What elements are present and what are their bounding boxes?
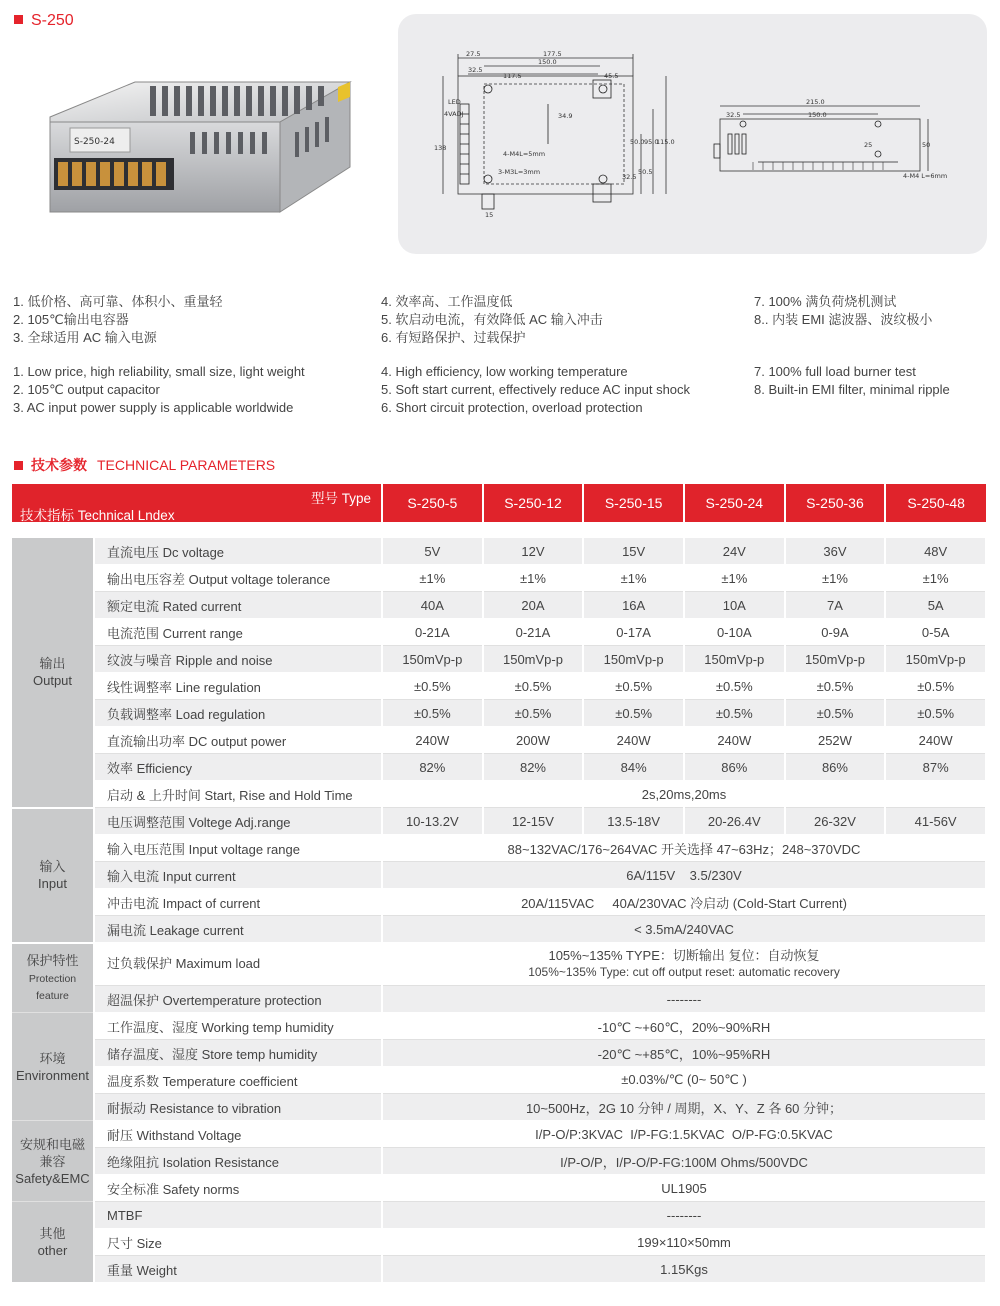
cell: 7A <box>785 592 886 619</box>
group-input: 输入 Input <box>12 808 94 943</box>
cell-span: -20℃ ~+85℃，10%~95%RH <box>382 1040 986 1067</box>
dim-45-5: 45.5 <box>604 72 619 80</box>
dim-15: 15 <box>485 211 494 219</box>
cell-span: 6A/115V 3.5/230V <box>382 862 986 889</box>
cell: 240W <box>382 727 483 754</box>
table-row <box>12 781 986 808</box>
cell-span: I/P-O/P:3KVAC I/P-FG:1.5KVAC O/P-FG:0.5KVAC <box>382 1121 986 1148</box>
header-index: 技术指标 Technical Lndex <box>20 508 175 523</box>
table-row <box>12 943 986 986</box>
features-en-col3 <box>754 363 950 399</box>
cell-span: 20A/115VAC 40A/230VAC 冷启动 (Cold-Start Current) <box>382 889 986 916</box>
table-row <box>12 1121 986 1148</box>
feature-item: 7. 100% 满负荷烧机测试 <box>754 294 897 309</box>
overload-cn: 105%~135% TYPE：切断输出 复位：自动恢复 <box>548 948 820 963</box>
parameters-table <box>12 484 987 1284</box>
row-label: MTBF <box>94 1202 382 1229</box>
note-side-m4: 4-M4 L=6mm <box>903 172 948 180</box>
dim-side-25: 25 <box>864 141 873 149</box>
table-header <box>12 484 986 522</box>
cell: 0-9A <box>785 619 886 646</box>
section-marker <box>14 461 23 470</box>
cell-span: -------- <box>382 986 986 1013</box>
cell: 150mVp-p <box>785 646 886 673</box>
table-row <box>12 1202 986 1229</box>
dim-27-5: 27.5 <box>466 50 481 58</box>
cell: ±0.5% <box>483 700 584 727</box>
cell: ±1% <box>583 565 684 592</box>
row-label: 耐压 Withstand Voltage <box>94 1121 382 1148</box>
table-row <box>12 835 986 862</box>
row-label: 直流输出功率 DC output power <box>94 727 382 754</box>
section-title-en: TECHNICAL PARAMETERS <box>97 457 276 473</box>
table-row <box>12 538 986 565</box>
note-led: LED <box>448 98 461 106</box>
table-row <box>12 916 986 943</box>
features-cn-col2 <box>381 293 603 347</box>
row-label: 过负载保护 Maximum load <box>94 943 382 986</box>
feature-item: 6. Short circuit protection, overload protection <box>381 400 643 415</box>
feature-item: 5. Soft start current, effectively reduce AC input shock <box>381 382 691 397</box>
cell-span: 88~132VAC/176~264VAC 开关选择 47~63Hz；248~370VDC <box>382 835 986 862</box>
model-header: S-250-24 <box>684 484 785 522</box>
cell: 40A <box>382 592 483 619</box>
section-title <box>14 455 275 475</box>
section-title-cn: 技术参数 <box>31 457 87 473</box>
cell: 240W <box>684 727 785 754</box>
row-label: 储存温度、湿度 Store temp humidity <box>94 1040 382 1067</box>
cell: 150mVp-p <box>382 646 483 673</box>
cell: 24V <box>684 538 785 565</box>
table-row <box>12 565 986 592</box>
table-row <box>12 619 986 646</box>
cell: 10A <box>684 592 785 619</box>
dim-117-5: 117.5 <box>503 72 522 80</box>
cell: 13.5-18V <box>583 808 684 835</box>
row-label: 冲击电流 Impact of current <box>94 889 382 916</box>
model-header: S-250-15 <box>583 484 684 522</box>
table-row <box>12 986 986 1013</box>
cell: 0-21A <box>483 619 584 646</box>
dim-32-5: 32.5 <box>468 66 483 74</box>
dim-34-9: 34.9 <box>558 112 573 120</box>
row-label: 额定电流 Rated current <box>94 592 382 619</box>
cell: 84% <box>583 754 684 781</box>
table-row <box>12 1175 986 1202</box>
feature-item: 4. 效率高、工作温度低 <box>381 294 513 309</box>
cell-span: UL1905 <box>382 1175 986 1202</box>
cell: 16A <box>583 592 684 619</box>
dim-50: 50.0 <box>630 138 645 146</box>
table-row <box>12 727 986 754</box>
cell: ±0.5% <box>684 700 785 727</box>
table-row <box>12 1229 986 1256</box>
title-text: S-250 <box>31 12 74 29</box>
cell: ±0.5% <box>684 673 785 700</box>
table-row <box>12 1094 986 1121</box>
row-label: 效率 Efficiency <box>94 754 382 781</box>
dim-side-50: 50 <box>922 141 931 149</box>
cell: 0-10A <box>684 619 785 646</box>
title-marker <box>14 15 23 24</box>
row-label: 纹波与噪音 Ripple and noise <box>94 646 382 673</box>
table-row <box>12 862 986 889</box>
table-row <box>12 700 986 727</box>
row-label: 输出电压容差 Output voltage tolerance <box>94 565 382 592</box>
row-label: 电压调整范围 Voltege Adj.range <box>94 808 382 835</box>
product-label: S-250-24 <box>74 137 115 147</box>
row-label: 尺寸 Size <box>94 1229 382 1256</box>
page-title <box>14 12 74 30</box>
cell: ±0.5% <box>885 700 986 727</box>
feature-item: 4. High efficiency, low working temperature <box>381 364 628 379</box>
row-label: 工作温度、湿度 Working temp humidity <box>94 1013 382 1040</box>
cell: ±1% <box>382 565 483 592</box>
cell: 252W <box>785 727 886 754</box>
technical-drawing <box>398 14 987 254</box>
cell: 200W <box>483 727 584 754</box>
cell-span: -------- <box>382 1202 986 1229</box>
cell: 5A <box>885 592 986 619</box>
group-safety: 安规和电磁 兼容 Safety&EMC <box>12 1121 94 1202</box>
feature-item: 5. 软启动电流，有效降低 AC 输入冲击 <box>381 312 603 327</box>
row-label: 线性调整率 Line regulation <box>94 673 382 700</box>
cell-span: 199×110×50mm <box>382 1229 986 1256</box>
row-label: 绝缘阻抗 Isolation Resistance <box>94 1148 382 1175</box>
row-label: 负载调整率 Load regulation <box>94 700 382 727</box>
feature-item: 3. AC input power supply is applicable worldwide <box>13 400 294 415</box>
row-label: 温度系数 Temperature coefficient <box>94 1067 382 1094</box>
row-label: 耐振动 Resistance to vibration <box>94 1094 382 1121</box>
cell: 0-21A <box>382 619 483 646</box>
feature-item: 2. 105℃ output capacitor <box>13 382 160 397</box>
dim-side-150: 150.0 <box>808 111 827 119</box>
cell-span: 2s,20ms,20ms <box>382 781 986 808</box>
cell: 150mVp-p <box>583 646 684 673</box>
cell: 26-32V <box>785 808 886 835</box>
row-label: 输入电流 Input current <box>94 862 382 889</box>
cell: 150mVp-p <box>684 646 785 673</box>
feature-item: 6. 有短路保护、过载保护 <box>381 330 526 345</box>
cell: 82% <box>382 754 483 781</box>
cell: 150mVp-p <box>885 646 986 673</box>
cell-span <box>382 943 986 986</box>
row-label: 超温保护 Overtemperature protection <box>94 986 382 1013</box>
cell: ±0.5% <box>382 673 483 700</box>
cell: ±0.5% <box>382 700 483 727</box>
table-row <box>12 1013 986 1040</box>
cell-span: 1.15Kgs <box>382 1256 986 1283</box>
cell-span: -10℃ ~+60℃，20%~90%RH <box>382 1013 986 1040</box>
table-row <box>12 1067 986 1094</box>
table-row <box>12 592 986 619</box>
cell-span: ±0.03%/℃ (0~ 50℃ ) <box>382 1067 986 1094</box>
table-row <box>12 1148 986 1175</box>
feature-item: 8.. 内装 EMI 滤波器、波纹极小 <box>754 312 933 327</box>
features-en-col1 <box>13 363 305 417</box>
dim-177-5: 177.5 <box>543 50 562 58</box>
cell: 0-5A <box>885 619 986 646</box>
cell: 41-56V <box>885 808 986 835</box>
dim-215: 215.0 <box>806 98 825 106</box>
note-m3: 3-M3L=3mm <box>498 168 541 176</box>
cell: 12V <box>483 538 584 565</box>
model-header: S-250-12 <box>483 484 584 522</box>
cell-span: < 3.5mA/240VAC <box>382 916 986 943</box>
group-protection: 保护特性 Protection feature <box>12 943 94 1013</box>
cell: 86% <box>684 754 785 781</box>
cell: 240W <box>583 727 684 754</box>
cell: 86% <box>785 754 886 781</box>
cell: ±0.5% <box>885 673 986 700</box>
cell: ±0.5% <box>483 673 584 700</box>
cell: 82% <box>483 754 584 781</box>
cell: 240W <box>885 727 986 754</box>
row-label: 电流范围 Current range <box>94 619 382 646</box>
feature-item: 2. 105℃输出电容器 <box>13 312 129 327</box>
group-other: 其他 other <box>12 1202 94 1283</box>
features-cn-col3 <box>754 293 932 329</box>
feature-item: 1. Low price, high reliability, small size, light weight <box>13 364 305 379</box>
dim-150: 150.0 <box>538 58 557 66</box>
cell: ±1% <box>885 565 986 592</box>
feature-item: 3. 全球适用 AC 输入电源 <box>13 330 157 345</box>
row-label: 直流电压 Dc voltage <box>94 538 382 565</box>
group-environment: 环境 Environment <box>12 1013 94 1121</box>
cell: ±1% <box>684 565 785 592</box>
table-row <box>12 889 986 916</box>
cell: 0-17A <box>583 619 684 646</box>
dim-50-5: 50.5 <box>638 168 653 176</box>
overload-en: 105%~135% Type: cut off output reset: automatic recovery <box>528 965 840 979</box>
cell: 15V <box>583 538 684 565</box>
cell: ±0.5% <box>785 700 886 727</box>
model-header: S-250-48 <box>885 484 986 522</box>
row-label: 安全标准 Safety norms <box>94 1175 382 1202</box>
feature-item: 1. 低价格、高可靠、体积小、重量轻 <box>13 294 223 309</box>
cell: ±0.5% <box>785 673 886 700</box>
note-m4: 4-M4L=5mm <box>503 150 546 158</box>
group-output: 输出 Output <box>12 538 94 808</box>
table-row <box>12 808 986 835</box>
model-header: S-250-36 <box>785 484 886 522</box>
cell: 87% <box>885 754 986 781</box>
cell: 48V <box>885 538 986 565</box>
table-row <box>12 754 986 781</box>
product-image <box>40 62 360 232</box>
cell: 36V <box>785 538 886 565</box>
dim-95: 95.0 <box>644 138 659 146</box>
header-type: 型号 Type <box>310 491 371 506</box>
feature-item: 8. Built-in EMI filter, minimal ripple <box>754 382 950 397</box>
cell: 12-15V <box>483 808 584 835</box>
dim-115: 115.0 <box>656 138 675 146</box>
table-row <box>12 646 986 673</box>
cell-span: I/P-O/P，I/P-O/P-FG:100M Ohms/500VDC <box>382 1148 986 1175</box>
header-corner <box>12 484 382 522</box>
cell: ±1% <box>483 565 584 592</box>
cell: 10-13.2V <box>382 808 483 835</box>
note-vadj: 4VADJ <box>444 110 464 118</box>
row-label: 重量 Weight <box>94 1256 382 1283</box>
row-label: 输入电压范围 Input voltage range <box>94 835 382 862</box>
features-en-col2 <box>381 363 690 417</box>
dim-138: 138 <box>434 144 447 152</box>
cell: ±0.5% <box>583 673 684 700</box>
dim-32-5b: 32.5 <box>622 173 637 181</box>
cell: 5V <box>382 538 483 565</box>
table-row <box>12 1256 986 1283</box>
cell-span: 10~500Hz，2G 10 分钟 / 周期，X、Y、Z 各 60 分钟； <box>382 1094 986 1121</box>
dim-side-32-5: 32.5 <box>726 111 741 119</box>
cell: 150mVp-p <box>483 646 584 673</box>
cell: 20-26.4V <box>684 808 785 835</box>
model-header: S-250-5 <box>382 484 483 522</box>
row-label: 漏电流 Leakage current <box>94 916 382 943</box>
table-row <box>12 673 986 700</box>
cell: ±1% <box>785 565 886 592</box>
features-cn-col1 <box>13 293 222 347</box>
cell: ±0.5% <box>583 700 684 727</box>
cell: 20A <box>483 592 584 619</box>
feature-item: 7. 100% full load burner test <box>754 364 916 379</box>
row-label: 启动 & 上升时间 Start, Rise and Hold Time <box>94 781 382 808</box>
table-row <box>12 1040 986 1067</box>
